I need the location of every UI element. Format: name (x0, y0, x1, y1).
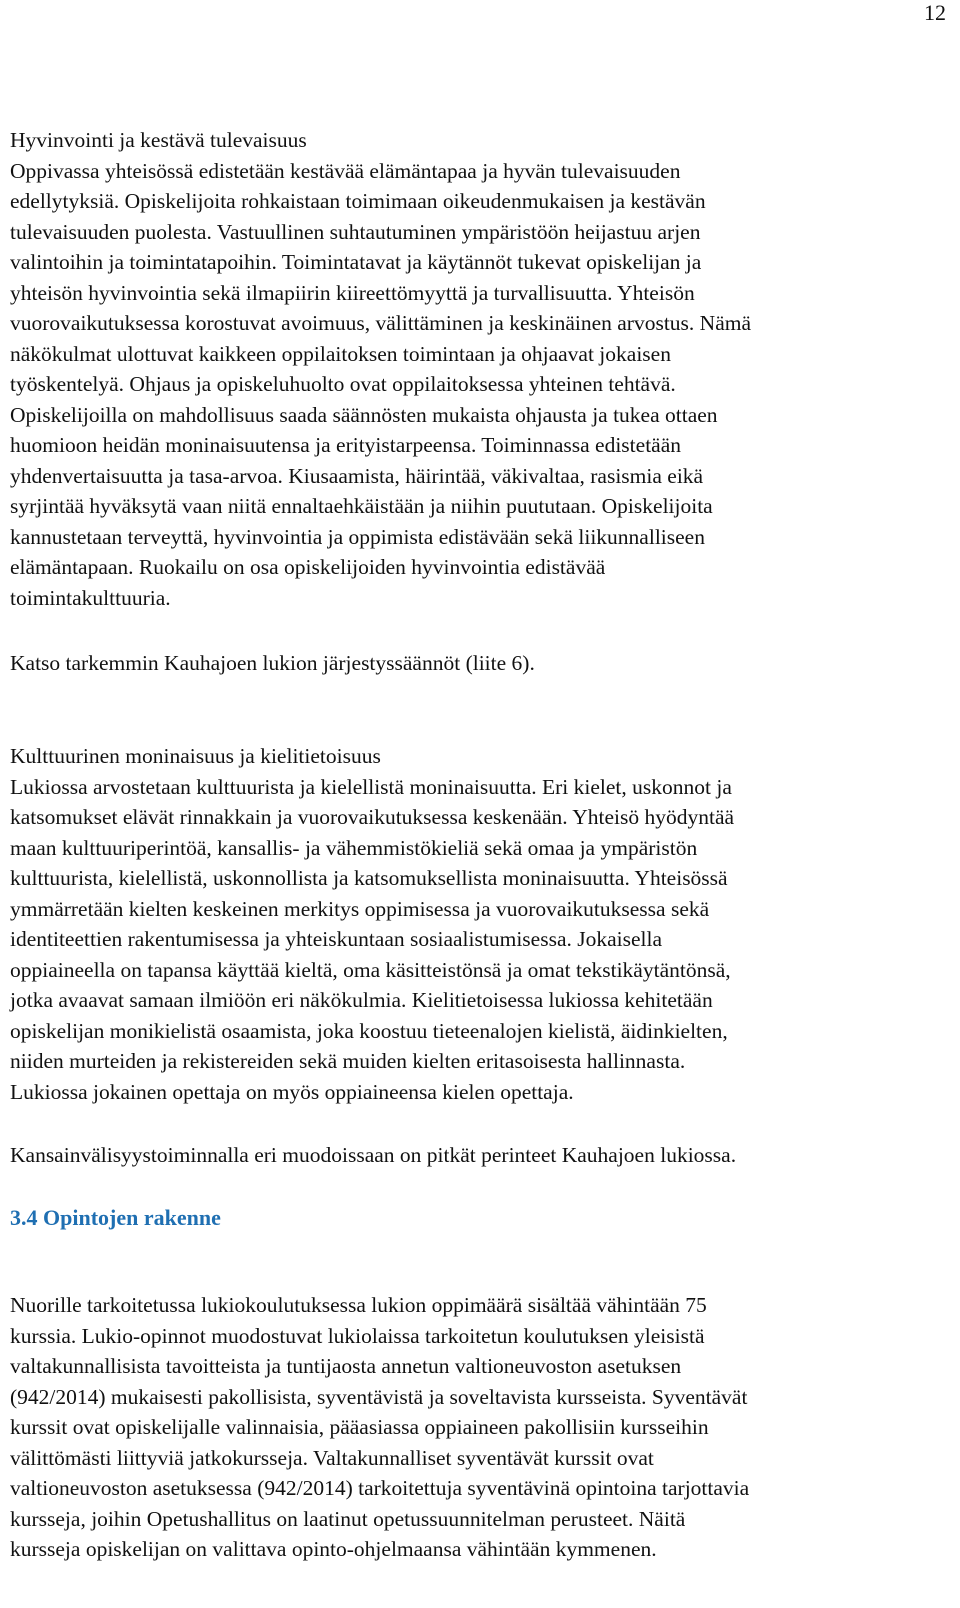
section-body-study-structure: Nuorille tarkoitetussa lukiokoulutuksessa lukion oppimäärä sisältää vähintään 75 kurssia. Lukio-opinnot muodostuvat lukiolaissa tarkoitetun koulutuksen yleisistä valtakunnallisista tavoitteista ja tuntijaosta annetun valtioneuvoston asetuksen (942/2014) mukaisesti pakollisista, syventävistä ja soveltavista kursseista. Syventävät kurssit ovat opiskelijalle valinnaisia, pääasiassa oppiaineen pakollisiin kursseihin välittömästi liittyviä jatkokursseja. Valtakunnalliset syventävät kurssit ovat valtioneuvoston asetuksessa (942/2014) tarkoitettuja syventävinä opintoina tarjottavia kursseja, joihin Opetushallitus on laatinut opetussuunnitelman perusteet. Näitä kursseja opiskelijan on valittava opinto-ohjelmaansa vähintään kymmenen. (10, 1293, 750, 1561)
section-wellbeing (10, 125, 945, 613)
international-note (10, 1140, 945, 1171)
page-number: 12 (924, 0, 946, 25)
section-cultural-diversity (10, 741, 945, 1107)
see-more-note (10, 648, 945, 679)
section-study-structure (10, 1290, 945, 1565)
section-title-cultural-diversity: Kulttuurinen moninaisuus ja kielitietoisuus (10, 744, 381, 768)
section-body-cultural-diversity: Lukiossa arvostetaan kulttuurista ja kielellistä moninaisuutta. Eri kielet, uskonnot ja katsomukset elävät rinnakkain ja vuorovaikutuksessa keskenään. Yhteisö hyödyntää maan kulttuuriperintöä, kansallis- ja vähemmistökieliä sekä omaa ja ympäristön kulttuurista, kielellistä, uskonnollista ja katsomuksellista moninaisuutta. Yhteisössä ymmärretään kielten keskeinen merkitys oppimisessa ja vuorovaikutuksessa sekä identiteettien rakentumisessa ja yhteiskuntaan sosiaalistumisessa. Jokaisella oppiaineella on tapansa käyttää kieltä, oma käsitteistönsä ja omat tekstikäytäntönsä, jotka avaavat samaan ilmiöön eri näkökulmia. Kielitietoisessa lukiossa kehitetään opiskelijan monikielistä osaamista, joka koostuu tieteenalojen kielistä, äidinkielten, niiden murteiden ja rekistereiden sekä muiden kielten eritasoisesta hallinnasta. Lukiossa jokainen opettaja on myös oppiaineensa kielen opettaja. (10, 774, 735, 1104)
international-text: Kansainvälisyystoiminnalla eri muodoissaan on pitkät perinteet Kauhajoen lukiossa. (10, 1143, 737, 1167)
section-body-wellbeing: Oppivassa yhteisössä edistetään kestävää elämäntapaa ja hyvän tulevaisuuden edellytyksiä. Opiskelijoita rohkaistaan toimimaan oikeudenmukaisen ja kestävän tulevaisuuden puolesta. Vastuullinen suhtautuminen ympäristöön heijastuu arjen valintoihin ja toimintatapoihin. Toimintatavat ja käytännöt tukevat opiskelijan ja yhteisön hyvinvointia sekä ilmapiirin kiireettömyyttä ja turvallisuutta. Yhteisön vuorovaikutuksessa korostuvat avoimuus, välittäminen ja keskinäinen arvostus. Nämä näkökulmat ulottuvat kaikkeen oppilaitoksen toimintaan ja ohjaavat jokaisen työskentelyä. Ohjaus ja opiskeluhuolto ovat oppilaitoksessa yhteinen tehtävä. Opiskelijoilla on mahdollisuus saada säännösten mukaista ohjausta ja tukea ottaen huomioon heidän moninaisuutensa ja erityistarpeensa. Toiminnassa edistetään yhdenvertaisuutta ja tasa-arvoa. Kiusaamista, häirintää, väkivaltaa, rasismia eikä syrjintää hyväksytä vaan niitä ennaltaehkäistään ja niihin puututaan. Opiskelijoita kannustetaan terveyttä, hyvinvointia ja oppimista edistävään sekä liikunnalliseen elämäntapaan. Ruokailu on osa opiskelijoiden hyvinvointia edistävää toimintakulttuuria. (10, 158, 752, 610)
section-title-wellbeing: Hyvinvointi ja kestävä tulevaisuus (10, 128, 307, 152)
see-more-text: Katso tarkemmin Kauhajoen lukion järjestyssäännöt (liite 6). (10, 651, 535, 675)
section-heading-3-4: 3.4 Opintojen rakenne (10, 1205, 221, 1230)
